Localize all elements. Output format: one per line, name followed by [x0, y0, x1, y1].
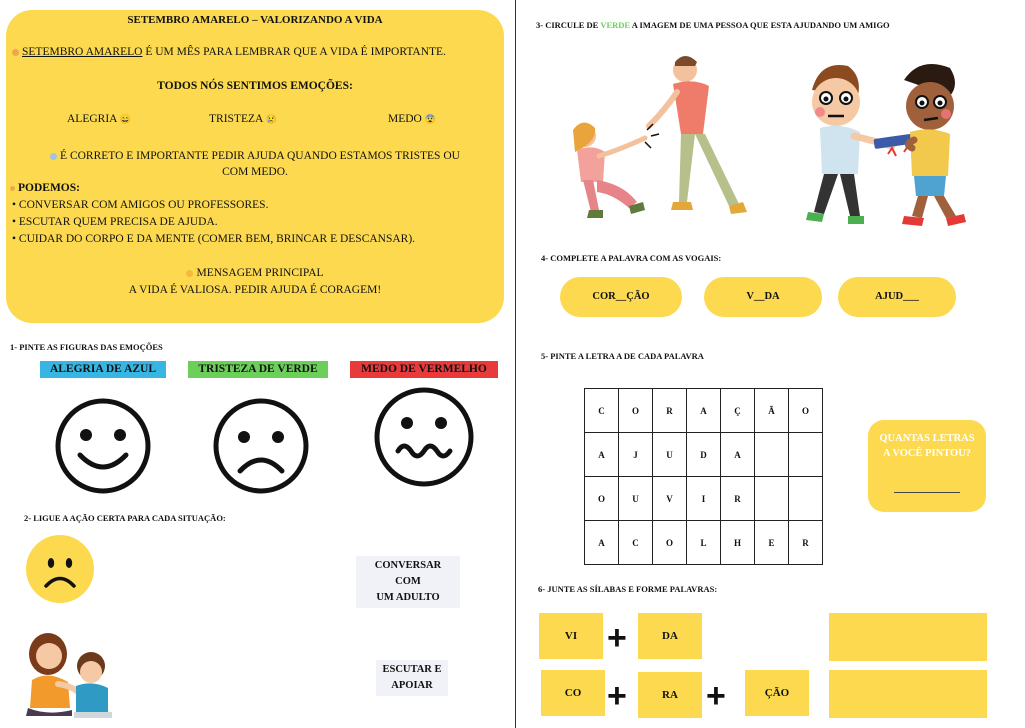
q1-label-fear: MEDO DE VERMELHO: [350, 361, 498, 378]
fighting-kids-illustration[interactable]: [800, 56, 980, 231]
syllable-vi[interactable]: VI: [539, 613, 603, 659]
message-heading: [6, 267, 504, 279]
grid-cell[interactable]: V: [653, 477, 687, 521]
emotions-heading: TODOS NÓS SENTIMOS EMOÇÕES:: [157, 80, 353, 92]
action-talk-adult[interactable]: [356, 556, 460, 608]
letter-grid: [584, 388, 823, 565]
q3-title-after: A IMAGEM DE UMA PESSOA QUE ESTA AJUDANDO UM AMIGO: [630, 20, 890, 30]
yellow-heart-icon: [186, 270, 193, 277]
info-title: SETEMBRO AMARELO – VALORIZANDO A VIDA: [127, 14, 383, 26]
action-talk-adult-line-1: CONVERSAR COM: [374, 560, 442, 587]
emotion-joy-label: ALEGRIA: [67, 113, 117, 125]
word-blank-1[interactable]: COR__ÇÃO: [560, 277, 682, 317]
grid-row-1: [585, 389, 823, 433]
q1-label-sadness: TRISTEZA DE VERDE: [188, 361, 328, 378]
q3-title-before: 3- CIRCULE DE: [536, 20, 601, 30]
emotion-fear-label: MEDO: [388, 113, 422, 125]
letter-count-line-1: QUANTAS LETRAS: [879, 433, 975, 444]
can-item-2: • ESCUTAR QUEM PRECISA DE AJUDA.: [12, 216, 218, 228]
q1-title: 1- PINTE AS FIGURAS DAS EMOÇÕES: [10, 342, 163, 352]
can-item-1-text: CONVERSAR COM AMIGOS OU PROFESSORES.: [18, 199, 269, 211]
grid-cell[interactable]: O: [619, 389, 653, 433]
grid-row-3: [585, 477, 823, 521]
kids-comforting-illustration[interactable]: [18, 624, 118, 720]
emotion-sadness-label: TRISTEZA: [209, 113, 263, 125]
q3-title-green-word: VERDE: [600, 20, 631, 30]
speech-bubble-icon: [50, 153, 57, 160]
grid-cell[interactable]: A: [585, 433, 619, 477]
happy-face-icon[interactable]: [54, 397, 152, 495]
grid-cell[interactable]: O: [653, 521, 687, 565]
word-blank-2[interactable]: V__DA: [704, 277, 822, 317]
q4-title: 4- COMPLETE A PALAVRA COM AS VOGAIS:: [541, 253, 722, 263]
grid-cell[interactable]: [789, 477, 823, 521]
help-line-2: COM MEDO.: [222, 166, 288, 178]
can-heading: [10, 182, 80, 194]
letter-count-line-2: A VOCÊ PINTOU?: [882, 448, 972, 459]
grid-cell[interactable]: E: [755, 521, 789, 565]
q2-title: 2- LIGUE A AÇÃO CERTA PARA CADA SITUAÇÃO:: [24, 513, 226, 523]
crying-emoji-icon: 😢: [265, 114, 277, 124]
grid-cell[interactable]: J: [619, 433, 653, 477]
helping-friend-illustration[interactable]: [553, 52, 768, 222]
can-item-1: • CONVERSAR COM AMIGOS OU PROFESSORES.: [12, 199, 269, 211]
grid-cell[interactable]: [755, 433, 789, 477]
grid-row-4: [585, 521, 823, 565]
plus-icon: +: [607, 619, 627, 657]
grid-cell[interactable]: Ç: [721, 389, 755, 433]
hand-icon: [10, 186, 15, 191]
grid-cell[interactable]: O: [789, 389, 823, 433]
can-heading-text: PODEMOS:: [18, 182, 80, 194]
plus-icon: +: [706, 677, 726, 715]
info-box: [6, 10, 504, 323]
action-listen-line-1: ESCUTAR E: [382, 664, 442, 675]
answer-line: [894, 492, 960, 493]
action-listen-line-2: APOIAR: [391, 680, 433, 691]
grid-cell[interactable]: A: [687, 389, 721, 433]
grin-emoji-icon: 😄: [119, 114, 131, 124]
answer-box-1[interactable]: [829, 613, 987, 661]
answer-box-2[interactable]: [829, 670, 987, 718]
grid-cell[interactable]: Ã: [755, 389, 789, 433]
grid-cell[interactable]: C: [619, 521, 653, 565]
sad-situation-icon[interactable]: [26, 535, 94, 603]
help-line-1: [6, 150, 504, 162]
action-talk-adult-line-2: UM ADULTO: [376, 592, 440, 603]
letter-count-box[interactable]: [868, 420, 986, 512]
emotion-sadness: [209, 113, 277, 125]
plus-icon: +: [607, 677, 627, 715]
sad-mini-face-icon: [26, 535, 94, 603]
grid-row-2: [585, 433, 823, 477]
grid-cell[interactable]: U: [653, 433, 687, 477]
grid-cell[interactable]: I: [687, 477, 721, 521]
letter-count-question: [868, 431, 986, 461]
grid-cell[interactable]: U: [619, 477, 653, 521]
grid-cell[interactable]: C: [585, 389, 619, 433]
syllable-co[interactable]: CO: [541, 670, 605, 716]
message-text: A VIDA É VALIOSA. PEDIR AJUDA É CORAGEM!: [128, 284, 382, 296]
page-divider: [515, 0, 516, 728]
q5-title: 5- PINTE A LETRA A DE CADA PALAVRA: [541, 351, 704, 361]
help-line-1-text: É CORRETO E IMPORTANTE PEDIR AJUDA QUANDO ESTAMOS TRISTES OU: [60, 150, 460, 162]
can-item-3-text: CUIDAR DO CORPO E DA MENTE (COMER BEM, BRINCAR E DESCANSAR).: [18, 233, 416, 245]
syllable-cao[interactable]: ÇÃO: [745, 670, 809, 716]
grid-cell[interactable]: [755, 477, 789, 521]
fear-emoji-icon: 😨: [424, 114, 436, 124]
emotion-fear: [388, 113, 436, 125]
grid-cell[interactable]: A: [721, 433, 755, 477]
can-item-2-text: ESCUTAR QUEM PRECISA DE AJUDA.: [18, 216, 218, 228]
emotion-joy: [67, 113, 131, 125]
syllable-ra[interactable]: RA: [638, 672, 702, 718]
syllable-da[interactable]: DA: [638, 613, 702, 659]
info-intro-rest: É UM MÊS PARA LEMBRAR QUE A VIDA É IMPORTANTE.: [142, 46, 446, 58]
grid-cell[interactable]: A: [585, 521, 619, 565]
info-intro-link[interactable]: SETEMBRO AMARELO: [22, 46, 143, 58]
grid-cell[interactable]: R: [653, 389, 687, 433]
fear-face-icon[interactable]: [372, 385, 476, 489]
q1-label-joy: ALEGRIA DE AZUL: [40, 361, 166, 378]
grid-cell[interactable]: [789, 433, 823, 477]
grid-cell[interactable]: D: [687, 433, 721, 477]
grid-cell[interactable]: H: [721, 521, 755, 565]
grid-cell[interactable]: L: [687, 521, 721, 565]
message-heading-text: MENSAGEM PRINCIPAL: [196, 267, 324, 279]
sad-face-icon[interactable]: [212, 397, 310, 495]
action-listen-support[interactable]: [376, 660, 448, 696]
grid-cell[interactable]: O: [585, 477, 619, 521]
can-item-3: • CUIDAR DO CORPO E DA MENTE (COMER BEM, BRINCAR E DESCANSAR).: [12, 233, 416, 245]
heart-icon: [12, 49, 19, 56]
word-blank-3[interactable]: AJUD___: [838, 277, 956, 317]
info-intro: [12, 46, 446, 58]
grid-cell[interactable]: R: [721, 477, 755, 521]
q3-title: [536, 20, 890, 30]
q6-title: 6- JUNTE AS SÍLABAS E FORME PALAVRAS:: [538, 584, 718, 594]
grid-cell[interactable]: R: [789, 521, 823, 565]
